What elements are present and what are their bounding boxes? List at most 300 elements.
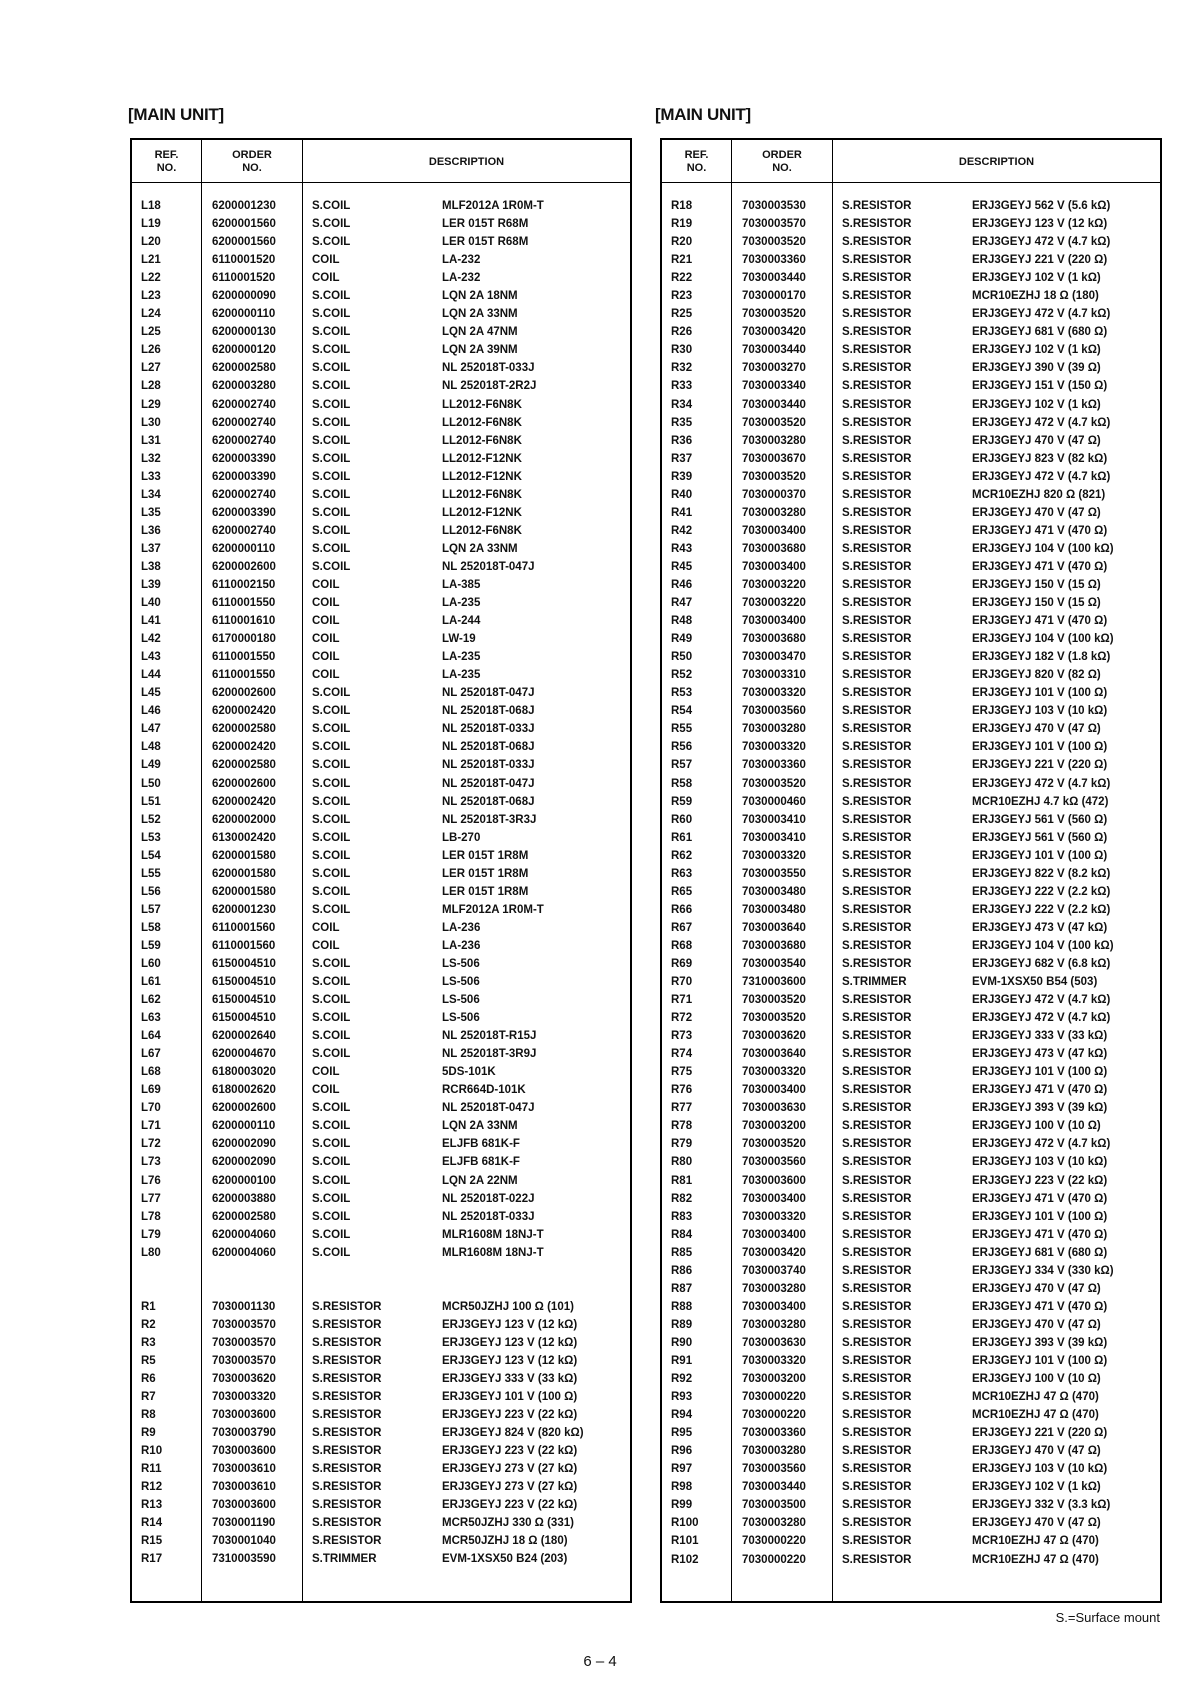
ref-no-cell: R69 (671, 957, 693, 970)
part-type-cell: S.RESISTOR (842, 1102, 912, 1115)
part-spec-cell: MCR10EZHJ 47 Ω (470) (972, 1391, 1099, 1404)
order-no-cell: 6200002600 (212, 687, 276, 700)
table-row (662, 648, 1160, 666)
ref-no-cell: R52 (671, 669, 693, 682)
part-spec-cell: NL 252018T-2R2J (442, 380, 537, 393)
part-spec-cell: NL 252018T-047J (442, 560, 535, 573)
order-no-cell: 7030003280 (742, 1517, 806, 1530)
order-no-cell: 6200003880 (212, 1192, 276, 1205)
table-row (132, 973, 630, 991)
table-row (662, 756, 1160, 774)
part-spec-cell: MCR10EZHJ 47 Ω (470) (972, 1409, 1099, 1422)
part-type-cell: S.RESISTOR (842, 1048, 912, 1061)
order-no-cell: 7030003220 (742, 578, 806, 591)
order-no-cell: 6200002740 (212, 416, 276, 429)
ref-no-cell: R19 (671, 218, 693, 231)
order-no-cell: 7030003320 (742, 741, 806, 754)
part-spec-cell: LL2012-F6N8K (442, 488, 522, 501)
order-no-cell: 7030003520 (742, 1012, 806, 1025)
table-row (662, 432, 1160, 450)
table-row (662, 396, 1160, 414)
ref-no-cell: R86 (671, 1264, 693, 1277)
order-no-cell: 7030003550 (742, 867, 806, 880)
ref-no-cell: R90 (671, 1336, 693, 1349)
part-spec-cell: ERJ3GEYJ 471 V (470 Ω) (972, 560, 1108, 573)
table-row (662, 414, 1160, 432)
part-type-cell: S.RESISTOR (842, 398, 912, 411)
ref-no-cell: L51 (141, 795, 161, 808)
part-type-cell: S.RESISTOR (842, 723, 912, 736)
order-no-cell: 6180002620 (212, 1084, 276, 1097)
table-row (132, 504, 630, 522)
part-type-cell: S.RESISTOR (842, 1264, 912, 1277)
order-no-cell: 7030003480 (742, 885, 806, 898)
part-spec-cell: MCR10EZHJ 820 Ω (821) (972, 488, 1106, 501)
table-row (132, 540, 630, 558)
order-no-cell: 6200002000 (212, 813, 276, 826)
part-spec-cell: MCR10EZHJ 47 Ω (470) (972, 1553, 1099, 1566)
table-row (132, 1352, 630, 1370)
part-type-cell: S.RESISTOR (842, 741, 912, 754)
table-row (132, 594, 630, 612)
ref-no-cell: R40 (671, 488, 693, 501)
part-spec-cell: ERJ3GEYJ 471 V (470 Ω) (972, 524, 1108, 537)
part-type-cell: S.COIL (312, 524, 351, 537)
ref-no-cell: L24 (141, 308, 161, 321)
part-spec-cell: LA-236 (442, 921, 481, 934)
part-type-cell: COIL (312, 651, 340, 664)
part-type-cell: S.RESISTOR (842, 1517, 912, 1530)
part-type-cell: COIL (312, 615, 340, 628)
order-no-cell: 7030003280 (742, 1445, 806, 1458)
table-row (662, 1208, 1160, 1226)
part-type-cell: S.COIL (312, 290, 351, 303)
table-row (132, 738, 630, 756)
table-row (132, 991, 630, 1009)
order-no-cell: 6200002580 (212, 362, 276, 375)
order-no-cell: 7030003610 (212, 1463, 276, 1476)
order-no-cell: 6200003390 (212, 506, 276, 519)
order-no-cell: 6110001560 (212, 921, 276, 934)
ref-no-cell: L22 (141, 272, 161, 285)
part-type-cell: S.COIL (312, 218, 351, 231)
ref-no-cell: L46 (141, 705, 161, 718)
part-type-cell: S.RESISTOR (842, 416, 912, 429)
order-no-cell: 6200001560 (212, 218, 276, 231)
table-row (132, 919, 630, 937)
order-no-cell: 7030003280 (742, 723, 806, 736)
part-type-cell: S.RESISTOR (842, 777, 912, 790)
part-spec-cell: ERJ3GEYJ 273 V (27 kΩ) (442, 1481, 578, 1494)
part-spec-cell: ERJ3GEYJ 222 V (2.2 kΩ) (972, 903, 1111, 916)
order-no-cell: 6200001580 (212, 885, 276, 898)
part-spec-cell: ERJ3GEYJ 682 V (6.8 kΩ) (972, 957, 1111, 970)
part-type-cell: S.COIL (312, 976, 351, 989)
table-row (662, 305, 1160, 323)
part-spec-cell: ERJ3GEYJ 222 V (2.2 kΩ) (972, 885, 1111, 898)
part-spec-cell: ERJ3GEYJ 472 V (4.7 kΩ) (972, 416, 1111, 429)
order-no-cell: 7030003740 (742, 1264, 806, 1277)
part-type-cell: S.RESISTOR (842, 1445, 912, 1458)
order-no-cell: 6200003390 (212, 470, 276, 483)
part-type-cell: S.RESISTOR (312, 1535, 382, 1548)
order-no-cell: 7030000460 (742, 795, 806, 808)
table-row (132, 1081, 630, 1099)
table-row (662, 973, 1160, 991)
table-row (662, 1478, 1160, 1496)
order-no-cell: 7030003400 (742, 1192, 806, 1205)
table-row (662, 1496, 1160, 1514)
part-spec-cell: ERJ3GEYJ 101 V (100 Ω) (972, 1066, 1108, 1079)
part-type-cell: S.RESISTOR (842, 578, 912, 591)
ref-no-cell: R50 (671, 651, 693, 664)
part-spec-cell: NL 252018T-033J (442, 723, 535, 736)
ref-no-cell: R68 (671, 939, 693, 952)
table-row (132, 215, 630, 233)
ref-no-cell: R101 (671, 1535, 699, 1548)
part-spec-cell: LS-506 (442, 957, 480, 970)
order-no-cell: 7030003400 (742, 560, 806, 573)
order-no-cell: 6200001580 (212, 849, 276, 862)
table-row (662, 1406, 1160, 1424)
part-spec-cell: LQN 2A 33NM (442, 542, 518, 555)
order-no-cell: 6200003390 (212, 452, 276, 465)
part-type-cell: COIL (312, 939, 340, 952)
ref-no-cell: R1 (141, 1300, 156, 1313)
order-no-cell: 7030003520 (742, 236, 806, 249)
part-spec-cell: ERJ3GEYJ 103 V (10 kΩ) (972, 1156, 1108, 1169)
ref-no-cell: R42 (671, 524, 693, 537)
ref-no-cell: R49 (671, 633, 693, 646)
order-no-cell: 7030003530 (742, 200, 806, 212)
order-no-cell: 7030003640 (742, 1048, 806, 1061)
ref-no-cell: R78 (671, 1120, 693, 1133)
part-spec-cell: LA-232 (442, 272, 481, 285)
ref-no-cell: L32 (141, 452, 161, 465)
ref-no-cell: L73 (141, 1156, 161, 1169)
table-row (132, 1262, 630, 1298)
part-type-cell: S.COIL (312, 1138, 351, 1151)
table-row (132, 377, 630, 395)
ref-no-cell: R53 (671, 687, 693, 700)
part-type-cell: S.RESISTOR (842, 1391, 912, 1404)
part-spec-cell: ERJ3GEYJ 471 V (470 Ω) (972, 1192, 1108, 1205)
part-type-cell: S.RESISTOR (842, 560, 912, 573)
part-type-cell: S.RESISTOR (842, 1427, 912, 1440)
part-spec-cell: ERJ3GEYJ 471 V (470 Ω) (972, 615, 1108, 628)
table-row (132, 323, 630, 341)
ref-no-cell: L53 (141, 831, 161, 844)
part-type-cell: S.RESISTOR (842, 1409, 912, 1422)
part-type-cell: S.RESISTOR (842, 524, 912, 537)
part-spec-cell: ERJ3GEYJ 333 V (33 kΩ) (442, 1372, 578, 1385)
table-row (132, 432, 630, 450)
ref-no-cell: R92 (671, 1373, 693, 1386)
part-type-cell: S.COIL (312, 1174, 351, 1187)
order-no-cell: 7030003570 (742, 218, 806, 231)
part-spec-cell: ERJ3GEYJ 150 V (15 Ω) (972, 597, 1101, 610)
order-no-cell: 6200000130 (212, 326, 276, 339)
part-type-cell: S.RESISTOR (842, 380, 912, 393)
part-spec-cell: ERJ3GEYJ 471 V (470 Ω) (972, 1084, 1108, 1097)
ref-no-cell: R35 (671, 416, 693, 429)
part-type-cell: S.RESISTOR (842, 669, 912, 682)
table-row (132, 865, 630, 883)
order-no-cell: 7030001190 (212, 1517, 276, 1530)
part-spec-cell: NL 252018T-047J (442, 777, 535, 790)
ref-no-cell: L18 (141, 200, 161, 212)
order-no-cell: 7030003560 (742, 1156, 806, 1169)
table-row (662, 1244, 1160, 1262)
ref-no-cell: R85 (671, 1246, 693, 1259)
order-no-cell: 7030003610 (212, 1481, 276, 1494)
ref-no-cell: L21 (141, 254, 161, 267)
table-row (132, 251, 630, 269)
ref-no-cell: L55 (141, 867, 161, 880)
part-type-cell: S.COIL (312, 1048, 351, 1061)
part-type-cell: S.RESISTOR (842, 488, 912, 501)
table-row (132, 1244, 630, 1262)
part-spec-cell: ERJ3GEYJ 472 V (4.7 kΩ) (972, 308, 1111, 321)
part-spec-cell: ERJ3GEYJ 820 V (82 Ω) (972, 669, 1101, 682)
ref-no-cell: L61 (141, 976, 161, 989)
ref-no-cell: R45 (671, 560, 693, 573)
ref-no-cell: R14 (141, 1517, 163, 1530)
part-spec-cell: RCR664D-101K (442, 1084, 526, 1097)
part-type-cell: S.RESISTOR (312, 1318, 382, 1331)
description-header: DESCRIPTION (958, 155, 1035, 168)
ref-no-cell: R43 (671, 542, 693, 555)
part-spec-cell: ERJ3GEYJ 473 V (47 kΩ) (972, 1048, 1108, 1061)
table-row (662, 450, 1160, 468)
table-row (132, 396, 630, 414)
part-type-cell: S.COIL (312, 1102, 351, 1115)
table-row (132, 341, 630, 359)
ref-no-cell: R60 (671, 813, 693, 826)
part-type-cell: S.RESISTOR (842, 651, 912, 664)
part-spec-cell: ERJ3GEYJ 470 V (47 Ω) (972, 1517, 1101, 1530)
table-row (662, 738, 1160, 756)
order-no-cell: 7030003560 (742, 705, 806, 718)
part-spec-cell: LL2012-F6N8K (442, 398, 522, 411)
table-row (132, 486, 630, 504)
part-type-cell: S.RESISTOR (842, 542, 912, 555)
part-type-cell: S.RESISTOR (842, 308, 912, 321)
table-row (662, 377, 1160, 395)
part-spec-cell: NL 252018T-047J (442, 1102, 535, 1115)
table-row (662, 1027, 1160, 1045)
part-spec-cell: NL 252018T-068J (442, 741, 535, 754)
ref-no-cell: R2 (141, 1318, 156, 1331)
ref-no-cell: R66 (671, 903, 693, 916)
table-row (662, 1424, 1160, 1442)
ref-no-cell: L38 (141, 560, 161, 573)
part-type-cell: S.COIL (312, 795, 351, 808)
ref-no-cell: R41 (671, 506, 693, 519)
order-no-cell: 6200002090 (212, 1156, 276, 1169)
part-spec-cell: ERJ3GEYJ 150 V (15 Ω) (972, 578, 1101, 591)
ref-no-header: REF. NO. (154, 149, 179, 174)
order-no-cell: 7030003200 (742, 1120, 806, 1133)
ref-no-cell: R56 (671, 741, 693, 754)
part-spec-cell: MCR10EZHJ 18 Ω (180) (972, 290, 1099, 303)
order-no-cell: 7030003520 (742, 777, 806, 790)
ref-no-cell: L19 (141, 218, 161, 231)
ref-no-cell: R89 (671, 1318, 693, 1331)
part-type-cell: S.COIL (312, 380, 351, 393)
part-type-cell: S.RESISTOR (842, 1373, 912, 1386)
ref-no-cell: L80 (141, 1246, 161, 1259)
part-type-cell: S.RESISTOR (312, 1300, 382, 1313)
order-no-cell: 7030003640 (742, 921, 806, 934)
order-no-cell: 6200002640 (212, 1030, 276, 1043)
part-type-cell: S.COIL (312, 326, 351, 339)
part-type-cell: S.RESISTOR (842, 1355, 912, 1367)
table-row (662, 666, 1160, 684)
order-no-cell: 6110001550 (212, 597, 276, 610)
part-spec-cell: NL 252018T-047J (442, 687, 535, 700)
order-no-cell: 6110001550 (212, 669, 276, 682)
table-row (662, 847, 1160, 865)
table-row (132, 1550, 630, 1568)
order-no-cell: 6150004510 (212, 994, 276, 1007)
table-row (662, 1135, 1160, 1153)
table-row (662, 1352, 1160, 1370)
table-row (132, 1009, 630, 1027)
table-row (132, 811, 630, 829)
part-type-cell: S.COIL (312, 542, 351, 555)
ref-no-cell: L33 (141, 470, 161, 483)
ref-no-cell: R30 (671, 344, 693, 357)
order-no-cell: 7030003340 (742, 380, 806, 393)
ref-no-cell: L27 (141, 362, 161, 375)
order-no-cell: 6200001560 (212, 236, 276, 249)
ref-no-cell: R59 (671, 795, 693, 808)
table-row (662, 594, 1160, 612)
part-spec-cell: ERJ3GEYJ 562 V (5.6 kΩ) (972, 200, 1111, 212)
table-row (132, 1424, 630, 1442)
table-row (662, 955, 1160, 973)
order-no-cell: 7030003520 (742, 416, 806, 429)
table-row (132, 1208, 630, 1226)
order-no-cell: 7030003790 (212, 1427, 276, 1440)
order-no-cell: 7030003320 (742, 1066, 806, 1079)
part-type-cell: S.RESISTOR (842, 687, 912, 700)
part-type-cell: COIL (312, 578, 340, 591)
ref-no-cell: L48 (141, 741, 161, 754)
ref-no-cell: R84 (671, 1228, 693, 1241)
ref-no-cell: R21 (671, 254, 693, 267)
part-type-cell: S.RESISTOR (842, 1174, 912, 1187)
part-type-cell: S.RESISTOR (842, 272, 912, 285)
part-spec-cell: LA-235 (442, 597, 481, 610)
part-type-cell: S.RESISTOR (842, 1499, 912, 1512)
table-row (132, 955, 630, 973)
part-spec-cell: ERJ3GEYJ 393 V (39 kΩ) (972, 1336, 1108, 1349)
part-spec-cell: NL 252018T-068J (442, 705, 535, 718)
ref-no-cell: R98 (671, 1481, 693, 1494)
order-no-cell: 6200002420 (212, 705, 276, 718)
order-no-cell: 6200002580 (212, 1210, 276, 1223)
ref-no-header: REF. NO. (684, 149, 709, 174)
order-no-cell: 6200000090 (212, 290, 276, 303)
part-type-cell: S.RESISTOR (312, 1336, 382, 1349)
part-type-cell: S.RESISTOR (842, 1300, 912, 1313)
ref-no-cell: R79 (671, 1138, 693, 1151)
part-spec-cell: MLF2012A 1R0M-T (442, 200, 544, 212)
table-row (662, 1099, 1160, 1117)
ref-no-cell: R80 (671, 1156, 693, 1169)
part-spec-cell: ERJ3GEYJ 223 V (22 kΩ) (442, 1499, 578, 1512)
table-row (662, 359, 1160, 377)
order-no-cell: 7030000220 (742, 1409, 806, 1422)
part-type-cell: S.COIL (312, 506, 351, 519)
part-type-cell: S.RESISTOR (842, 831, 912, 844)
order-no-cell: 7030003500 (742, 1499, 806, 1512)
part-type-cell: S.RESISTOR (842, 705, 912, 718)
part-spec-cell: LS-506 (442, 976, 480, 989)
part-spec-cell: MLR1608M 18NJ-T (442, 1228, 544, 1241)
part-type-cell: S.RESISTOR (842, 470, 912, 483)
table-row (132, 630, 630, 648)
part-spec-cell: ERJ3GEYJ 681 V (680 Ω) (972, 1246, 1108, 1259)
table-row (662, 1388, 1160, 1406)
part-type-cell: S.RESISTOR (842, 1463, 912, 1476)
order-no-cell: 6200002740 (212, 488, 276, 501)
part-spec-cell: ERJ3GEYJ 470 V (47 Ω) (972, 723, 1101, 736)
table-row (132, 684, 630, 702)
part-type-cell: S.RESISTOR (842, 506, 912, 519)
part-spec-cell: ERJ3GEYJ 182 V (1.8 kΩ) (972, 651, 1111, 664)
table-row (132, 612, 630, 630)
ref-no-cell: R6 (141, 1372, 156, 1385)
part-type-cell: S.COIL (312, 687, 351, 700)
part-type-cell: S.COIL (312, 994, 351, 1007)
ref-no-cell: L42 (141, 633, 161, 646)
part-spec-cell: ERJ3GEYJ 333 V (33 kΩ) (972, 1030, 1108, 1043)
part-spec-cell: ERJ3GEYJ 223 V (22 kΩ) (442, 1445, 578, 1458)
ref-no-cell: R67 (671, 921, 693, 934)
part-spec-cell: LS-506 (442, 994, 480, 1007)
ref-no-cell: L23 (141, 290, 161, 303)
part-type-cell: S.RESISTOR (842, 633, 912, 646)
part-type-cell: S.RESISTOR (842, 885, 912, 898)
order-no-cell: 6150004510 (212, 957, 276, 970)
part-type-cell: S.RESISTOR (842, 1210, 912, 1223)
part-spec-cell: LQN 2A 22NM (442, 1174, 518, 1187)
part-type-cell: S.COIL (312, 1156, 351, 1169)
table-row (132, 883, 630, 901)
part-spec-cell: ERJ3GEYJ 102 V (1 kΩ) (972, 344, 1101, 357)
table-row (662, 269, 1160, 287)
ref-no-cell: L36 (141, 524, 161, 537)
order-no-cell: 7030003270 (742, 362, 806, 375)
table-row (662, 702, 1160, 720)
part-spec-cell: LL2012-F6N8K (442, 416, 522, 429)
part-type-cell: S.RESISTOR (842, 434, 912, 447)
table-row (662, 1262, 1160, 1280)
ref-no-cell: L68 (141, 1066, 161, 1079)
order-no-cell: 7030003320 (742, 849, 806, 862)
table-row (132, 648, 630, 666)
table-row (662, 1551, 1160, 1569)
part-spec-cell: LER 015T R68M (442, 218, 529, 231)
ref-no-cell: R37 (671, 452, 693, 465)
order-no-cell: 6110002150 (212, 578, 276, 591)
part-type-cell: S.COIL (312, 1030, 351, 1043)
ref-no-cell: R26 (671, 326, 693, 339)
table-row (662, 323, 1160, 341)
